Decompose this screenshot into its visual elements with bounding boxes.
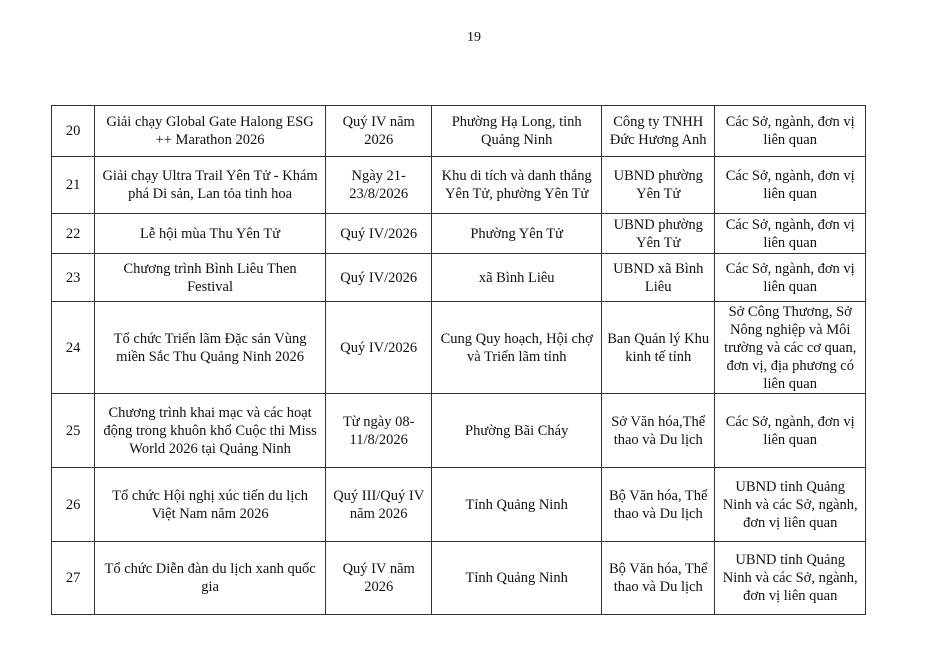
table-row <box>52 394 866 468</box>
time-cell: Từ ngày 08-11/8/2026 <box>326 394 432 468</box>
organizer-cell: Ban Quản lý Khu kinh tế tỉnh <box>602 302 715 394</box>
coordination-cell: Các Sở, ngành, đơn vị liên quan <box>715 254 866 302</box>
row-number-cell: 20 <box>52 106 95 157</box>
organizer-cell: UBND xã Bình Liêu <box>602 254 715 302</box>
location-cell: Tỉnh Quảng Ninh <box>432 542 602 615</box>
coordination-cell: Các Sở, ngành, đơn vị liên quan <box>715 214 866 254</box>
table-row <box>52 254 866 302</box>
location-cell: Khu di tích và danh thắng Yên Tử, phường Yên Tử <box>432 157 602 214</box>
row-number-cell: 22 <box>52 214 95 254</box>
time-cell: Quý IV/2026 <box>326 254 432 302</box>
row-number-cell: 25 <box>52 394 95 468</box>
row-number-cell: 21 <box>52 157 95 214</box>
page-number: 19 <box>467 30 481 45</box>
time-cell: Quý IV năm 2026 <box>326 542 432 615</box>
event-name-cell: Tổ chức Diễn đàn du lịch xanh quốc gia <box>95 542 326 615</box>
organizer-cell: Công ty TNHH Đức Hương Anh <box>602 106 715 157</box>
event-name-cell: Lễ hội mùa Thu Yên Tử <box>95 214 326 254</box>
time-cell: Quý III/Quý IV năm 2026 <box>326 468 432 542</box>
event-name-cell: Tổ chức Hội nghị xúc tiến du lịch Việt Nam năm 2026 <box>95 468 326 542</box>
location-cell: Phường Hạ Long, tỉnh Quảng Ninh <box>432 106 602 157</box>
events-table <box>51 105 866 615</box>
organizer-cell: Bộ Văn hóa, Thể thao và Du lịch <box>602 542 715 615</box>
time-cell: Quý IV/2026 <box>326 302 432 394</box>
row-number-cell: 26 <box>52 468 95 542</box>
table-row <box>52 468 866 542</box>
location-cell: xã Bình Liêu <box>432 254 602 302</box>
event-name-cell: Giải chạy Ultra Trail Yên Tử - Khám phá Di sản, Lan tỏa tinh hoa <box>95 157 326 214</box>
location-cell: Tỉnh Quảng Ninh <box>432 468 602 542</box>
table-row <box>52 542 866 615</box>
organizer-cell: Sở Văn hóa,Thể thao và Du lịch <box>602 394 715 468</box>
row-number-cell: 24 <box>52 302 95 394</box>
organizer-cell: UBND phường Yên Tử <box>602 214 715 254</box>
location-cell: Cung Quy hoạch, Hội chợ và Triển lãm tỉnh <box>432 302 602 394</box>
coordination-cell: UBND tỉnh Quảng Ninh và các Sở, ngành, đơn vị liên quan <box>715 542 866 615</box>
location-cell: Phường Yên Tử <box>432 214 602 254</box>
location-cell: Phường Bãi Cháy <box>432 394 602 468</box>
coordination-cell: UBND tỉnh Quảng Ninh và các Sở, ngành, đơn vị liên quan <box>715 468 866 542</box>
organizer-cell: UBND phường Yên Tử <box>602 157 715 214</box>
organizer-cell: Bộ Văn hóa, Thể thao và Du lịch <box>602 468 715 542</box>
event-name-cell: Chương trình Bình Liêu Then Festival <box>95 254 326 302</box>
row-number-cell: 27 <box>52 542 95 615</box>
table-row <box>52 214 866 254</box>
row-number-cell: 23 <box>52 254 95 302</box>
table-row <box>52 157 866 214</box>
event-name-cell: Tổ chức Triển lãm Đặc sản Vùng miền Sắc Thu Quảng Ninh 2026 <box>95 302 326 394</box>
coordination-cell: Các Sở, ngành, đơn vị liên quan <box>715 157 866 214</box>
event-name-cell: Chương trình khai mạc và các hoạt động trong khuôn khổ Cuộc thi Miss World 2026 tại Quảng Ninh <box>95 394 326 468</box>
table-row <box>52 302 866 394</box>
time-cell: Ngày 21-23/8/2026 <box>326 157 432 214</box>
time-cell: Quý IV/2026 <box>326 214 432 254</box>
coordination-cell: Các Sở, ngành, đơn vị liên quan <box>715 394 866 468</box>
event-name-cell: Giải chạy Global Gate Halong ESG ++ Marathon 2026 <box>95 106 326 157</box>
coordination-cell: Các Sở, ngành, đơn vị liên quan <box>715 106 866 157</box>
table-row <box>52 106 866 157</box>
coordination-cell: Sở Công Thương, Sở Nông nghiệp và Môi trường và các cơ quan, đơn vị, địa phương có liên quan <box>715 302 866 394</box>
time-cell: Quý IV năm 2026 <box>326 106 432 157</box>
